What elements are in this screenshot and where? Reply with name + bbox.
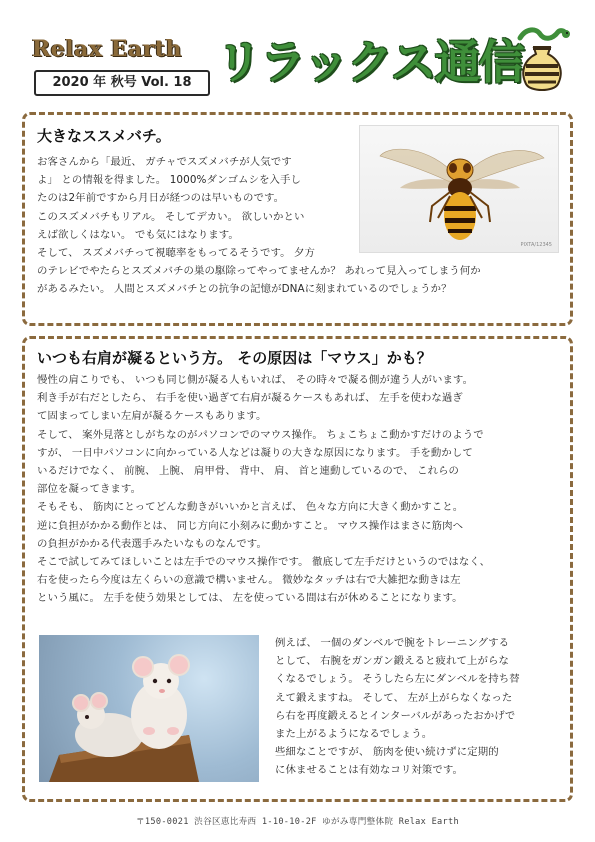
brand-logo: Relax Earth [32, 36, 182, 62]
article-body-wrapped [275, 634, 520, 780]
text-line: 慢性の肩こりでも、 いつも同じ側が凝る人もいれば、 その時々で凝る側が違う人がいます。 [37, 374, 474, 386]
text-line: 右を使ったら今度は左くらいの意識で構いません。 微妙なタッチは右で大雑把な動きは左 [37, 574, 461, 587]
newsletter-header [0, 0, 595, 108]
mice-illustration [39, 635, 259, 782]
text-line: として、 右腕をガンガン鍛えると疲れて上がらな [275, 655, 509, 668]
text-line: に休ませることは有効なコリ対策です。 [275, 764, 463, 777]
hornet-illustration [360, 126, 560, 254]
text-line: 例えば、 一個のダンベルで腕をトレーニングする [275, 637, 510, 649]
text-line: えば欲しくはない。 でも気にはなります。 [37, 228, 239, 241]
text-line: のテレビでやたらとスズメバチの巣の駆除ってやってませんか？ あれって見入ってしまう何か [37, 265, 481, 278]
text-line: すが、 一日中パソコンに向かっている人などは凝りの大きな原因になります。 手を動かして [37, 446, 473, 459]
photo-credit: PIXTA/12345 [520, 242, 552, 248]
footer-address: 〒150-0021 渋谷区恵比寿西 1-10-10-2F ゆがみ専門整体院 Relax Earth [136, 817, 459, 827]
text-line: の負担がかかる代表選手みたいなものなんです。 [37, 537, 267, 550]
article-hornet [22, 112, 573, 326]
text-line: たのは2年前ですから月日が経つのは早いものです。 [37, 192, 285, 205]
brand-block [32, 36, 212, 98]
text-line: があるみたい。 人間とスズメバチとの抗争の記憶がDNAに刻まれているのでしょうか？ [37, 283, 452, 296]
article-title: 大きなススメバチ。 [37, 127, 171, 145]
text-line: そして、 案外見落としがちなのがパソコンでのマウス操作。 ちょこちょこ動かすだけのようで [37, 428, 484, 441]
text-line: 利き手が右だとしたら、 右手を使い過ぎて右肩が凝るケースもあれば、 左手を使わな過ぎ [37, 392, 463, 405]
text-line: えて鍛えますね。 そして、 左が上がらなくなった [275, 691, 513, 704]
text-line: お客さんから「最近、 ガチャでスズメバチが人気です [37, 156, 292, 168]
text-line: そもそも、 筋肉にとってどんな動きがいいかと言えば、 色々な方向に大きく動かすこと。 [37, 501, 464, 514]
text-line: そこで試してみてほしいことは左手でのマウス操作です。 徹底して左手だけというのではなく、 [37, 555, 491, 568]
mice-photo [39, 635, 259, 782]
text-line: 些細なことですが、 筋肉を使い続けずに定期的 [275, 746, 499, 759]
article-title: いつも右肩が凝るという方。 その原因は「マウス」かも？ [37, 349, 432, 367]
text-line: また上がるようになるでしょう。 [275, 727, 433, 740]
text-line: いるだけでなく、 前腕、 上腕、 肩甲骨、 背中、 肩、 首と連動しているので、 これらの [37, 464, 460, 477]
newsletter-title: リラックス通信 [216, 35, 523, 89]
text-line: て固まってしまい左肩が凝るケースもあります。 [37, 410, 267, 423]
text-line: よ」 との情報を得ました。 1000%ダンゴムシを入手し [37, 174, 302, 187]
text-line: ら右を再度鍛えるとインターバルがあったおかげで [275, 709, 516, 722]
text-line: 逆に負担がかかる動作とは、 同じ方向に小刻みに動かすこと。 マウス操作はまさに筋肉へ [37, 519, 464, 532]
article-body [37, 371, 490, 607]
text-line: という風に。 左手を使う効果としては、 左を使っている間は右が休めることになります。 [37, 592, 463, 605]
text-line: 部位を凝ってきます。 [37, 483, 142, 496]
article-mouse [22, 336, 573, 802]
issue-label: 2020 年 秋号 Vol. 18 [34, 70, 210, 96]
text-line: このスズメバチもリアル。 そしてデカい。 欲しいかとい [37, 210, 305, 223]
hornet-photo [359, 125, 559, 253]
text-line: そして、 スズメバチって視聴率をもってるそうです。 夕方 [37, 246, 315, 259]
text-line: くなるでしょう。 そうしたら左にダンベルを持ち替 [275, 673, 520, 686]
vase-with-snake-icon [514, 24, 570, 100]
